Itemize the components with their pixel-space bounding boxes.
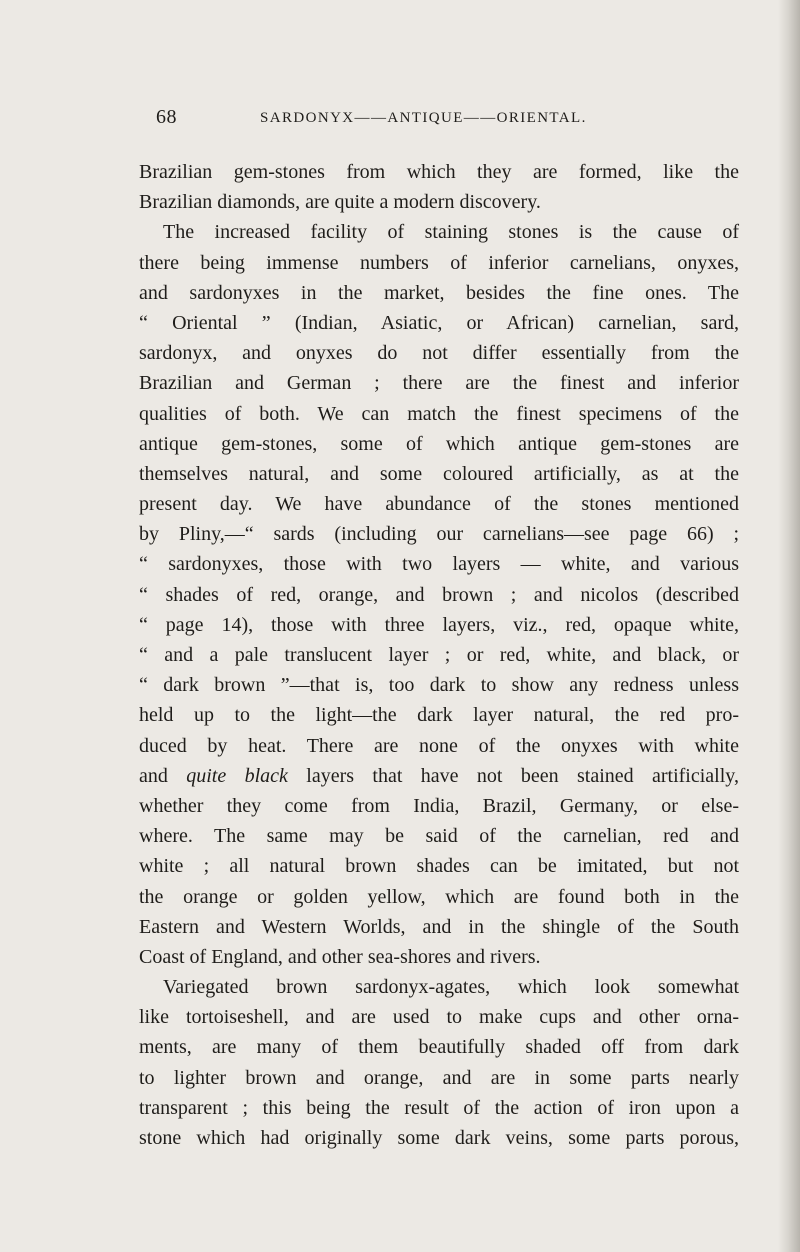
text-line: “ page 14), those with three layers, viz., red, opaque white,	[139, 613, 739, 636]
text-line: and sardonyxes in the market, besides the fine ones. The	[139, 281, 739, 304]
text-line: antique gem-stones, some of which antique gem-stones are	[139, 432, 739, 455]
text-line: Variegated brown sardonyx-agates, which look somewhat	[163, 976, 739, 999]
text-line: Eastern and Western Worlds, and in the shingle of the South	[139, 915, 739, 938]
text-line: ments, are many of them beautifully shaded off from dark	[139, 1036, 739, 1059]
text-line: transparent ; this being the result of the action of iron upon a	[139, 1096, 739, 1119]
text-line: sardonyx, and onyxes do not differ essentially from the	[139, 342, 739, 365]
italic-phrase: quite black	[186, 764, 288, 787]
text-line: white ; all natural brown shades can be imitated, but not	[139, 855, 739, 878]
text-line: “ Oriental ” (Indian, Asiatic, or African) carnelian, sard,	[139, 311, 739, 334]
text-line: Coast of England, and other sea-shores and rivers.	[139, 945, 541, 968]
line-end: layers that have not been stained artificially,	[287, 764, 739, 787]
text-line-with-italic	[139, 761, 739, 791]
text-line: to lighter brown and orange, and are in some parts nearly	[139, 1066, 739, 1089]
text-line: held up to the light—the dark layer natural, the red pro-	[139, 704, 739, 727]
text-line: duced by heat. There are none of the onyxes with white	[139, 734, 739, 757]
text-line: “ dark brown ”—that is, too dark to show any redness unless	[139, 674, 739, 697]
text-line: by Pliny,—“ sards (including our carnelians—see page 66) ;	[139, 523, 739, 546]
page-header	[0, 106, 800, 136]
page-edge-shadow	[778, 0, 800, 1252]
text-line: Brazilian gem-stones from which they are formed, like the	[139, 161, 739, 183]
line-start: and	[139, 764, 187, 787]
body-text	[139, 157, 739, 1153]
text-line: The increased facility of staining stones is the cause of	[163, 221, 739, 244]
text-line: stone which had originally some dark veins, some parts porous,	[139, 1127, 739, 1149]
text-line: Brazilian and German ; there are the finest and inferior	[139, 372, 739, 395]
text-line: “ shades of red, orange, and brown ; and nicolos (described	[139, 583, 739, 606]
text-line: “ sardonyxes, those with two layers — white, and various	[139, 553, 739, 576]
text-line: present day. We have abundance of the stones mentioned	[139, 493, 739, 516]
text-line: the orange or golden yellow, which are found both in the	[139, 885, 739, 908]
text-line: there being immense numbers of inferior carnelians, onyxes,	[139, 251, 739, 274]
page-number: 68	[156, 106, 177, 128]
text-line: Brazilian diamonds, are quite a modern discovery.	[139, 191, 541, 214]
text-line: like tortoiseshell, and are used to make cups and other orna-	[139, 1006, 739, 1029]
text-line: “ and a pale translucent layer ; or red, white, and black, or	[139, 644, 739, 666]
text-line: themselves natural, and some coloured artificially, as at the	[139, 462, 739, 485]
text-line: qualities of both. We can match the finest specimens of the	[139, 402, 739, 425]
text-line: where. The same may be said of the carnelian, red and	[139, 825, 739, 848]
running-head: SARDONYX——ANTIQUE——ORIENTAL.	[260, 110, 587, 126]
text-line: whether they come from India, Brazil, Germany, or else-	[139, 794, 739, 817]
